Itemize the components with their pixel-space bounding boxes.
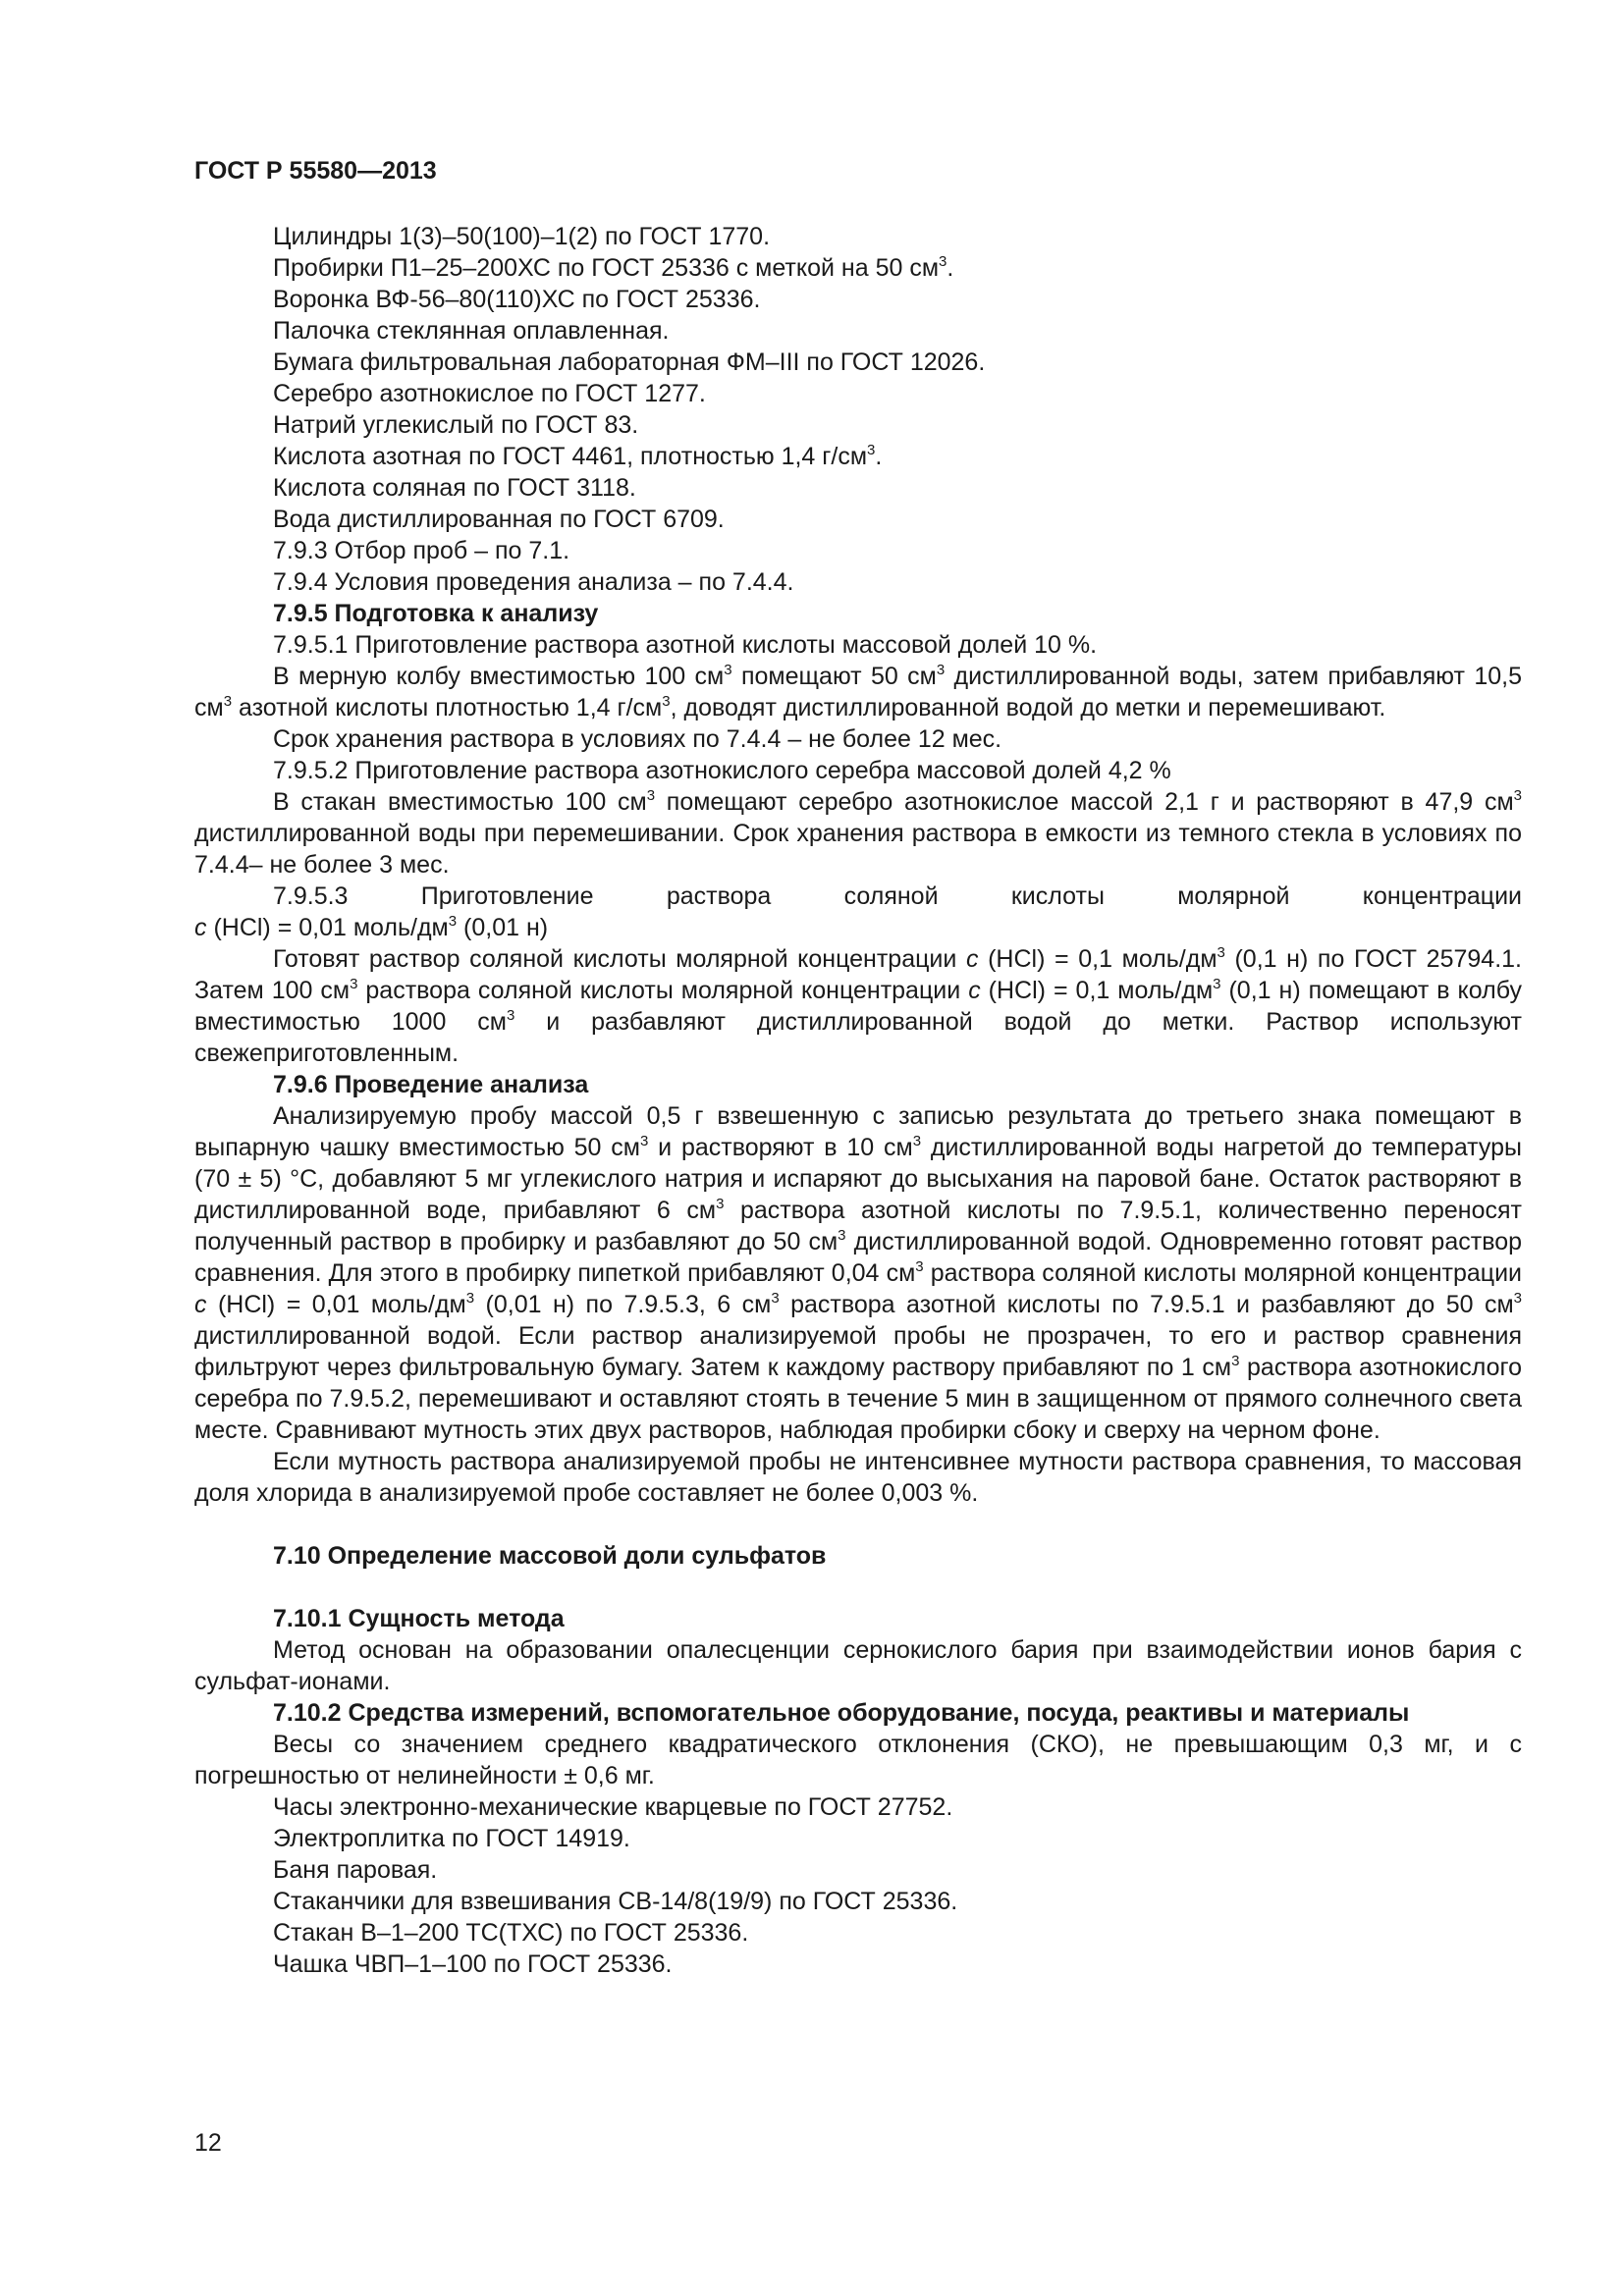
paragraph: Готовят раствор соляной кислоты молярной концентрации c (HCl) = 0,1 моль/$дм^3$ (0,1 н) по ГОСТ 25794.1. Затем 100 $см^3$ раствора соляной кислоты молярной концентрации c (HCl) = 0,1 моль/$дм^3$ (0,1 н) помещают в колбу вместимостью 1000 $см^3$ и разбавляют дистиллированной водой до метки. Раствор используют свежеприготовленным.	[194, 944, 1522, 1067]
list-item: Кислота соляная по ГОСТ 3118.	[273, 474, 636, 502]
list-item: Цилиндры 1(3)–50(100)–1(2) по ГОСТ 1770.	[273, 223, 771, 250]
list-item: Серебро азотнокислое по ГОСТ 1277.	[273, 380, 706, 407]
section-heading-7-9-5: 7.9.5 Подготовка к анализу	[273, 600, 599, 627]
clause-7-9-5-3: 7.9.5.3 Приготовление раствора соляной кислоты молярной концентрации	[273, 882, 1522, 910]
section-heading-7-9-6: 7.9.6 Проведение анализа	[273, 1071, 589, 1098]
list-item: Бумага фильтровальная лабораторная ФМ–III по ГОСТ 12026.	[273, 348, 986, 376]
list-item: Натрий углекислый по ГОСТ 83.	[273, 411, 639, 439]
paragraph: c (HCl) = 0,01 моль/$дм^3$ (0,01 н)	[194, 913, 549, 941]
list-item: Пробирки П1–25–200ХС по ГОСТ 25336 с меткой на 50 $см^3$.	[273, 253, 954, 282]
paragraph: Метод основан на образовании опалесценции сернокислого бария при взаимодействии ионов бария с сульфат-ионами.	[194, 1636, 1522, 1695]
clause-7-9-5-1: 7.9.5.1 Приготовление раствора азотной кислоты массовой долей 10 %.	[273, 631, 1098, 659]
list-item: Часы электронно-механические кварцевые по ГОСТ 27752.	[273, 1793, 953, 1821]
paragraph: В мерную колбу вместимостью 100 $см^3$ помещают 50 $см^3$ дистиллированной воды, затем прибавляют 10,5 $см^3$ азотной кислоты плотностью 1,4 $г/см^3$, доводят дистиллированной водой до метки и перемешивают.	[194, 662, 1522, 721]
section-heading-7-10-1: 7.10.1 Сущность метода	[273, 1605, 565, 1632]
document-body	[194, 221, 1522, 1980]
section-heading-7-10-2: 7.10.2 Средства измерений, вспомогательное оборудование, посуда, реактивы и материалы	[273, 1699, 1410, 1727]
list-item: Воронка ВФ-56–80(110)ХС по ГОСТ 25336.	[273, 286, 761, 313]
paragraph: В стакан вместимостью 100 $см^3$ помещают серебро азотнокислое массой 2,1 г и растворяют в 47,9 $см^3$ дистиллированной воды при перемешивании. Срок хранения раствора в емкости из темного стекла в условиях по 7.4.4– не более 3 мес.	[194, 787, 1522, 879]
section-heading-7-10: 7.10 Определение массовой доли сульфатов	[273, 1542, 827, 1570]
paragraph: Весы со значением среднего квадратического отклонения (СКО), не превышающим 0,3 мг, и с погрешностью от нелинейности ± 0,6 мг.	[194, 1731, 1522, 1789]
list-item: Вода дистиллированная по ГОСТ 6709.	[273, 506, 725, 533]
paragraph: Анализируемую пробу массой 0,5 г взвешенную с записью результата до третьего знака помещают в выпарную чашку вместимостью 50 $см^3$ и растворяют в 10 $см^3$ дистиллированной воды нагретой до температуры (70 ± 5) °С, добавляют 5 мг углекислого натрия и испаряют до высыхания на паровой бане. Остаток растворяют в дистиллированной воде, прибавляют 6 $см^3$ раствора азотной кислоты по 7.9.5.1, количественно переносят полученный раствор в пробирку и разбавляют до 50 $см^3$ дистиллированной водой. Одновременно готовят раствор сравнения. Для этого в пробирку пипеткой прибавляют 0,04 $см^3$ раствора соляной кислоты молярной концентрации c (HCl) = 0,01 моль/$дм^3$ (0,01 н) по 7.9.5.3, 6 $см^3$ раствора азотной кислоты по 7.9.5.1 и разбавляют до 50 $см^3$ дистиллированной водой. Если раствор анализируемой пробы не прозрачен, то его и раствор сравнения фильтруют через фильтровальную бумагу. Затем к каждому раствору прибавляют по 1 $см^3$ раствора азотнокислого серебра по 7.9.5.2, перемешивают и оставляют стоять в течение 5 мин в защищенном от прямого солнечного света месте. Сравнивают мутность этих двух растворов, наблюдая пробирки сбоку и сверху на черном фоне.	[194, 1102, 1523, 1444]
page-number: 12	[194, 2129, 222, 2157]
clause-7-9-3: 7.9.3 Отбор проб – по 7.1.	[273, 537, 570, 564]
clause-7-9-5-2: 7.9.5.2 Приготовление раствора азотнокислого серебра массовой долей 4,2 %	[273, 757, 1171, 784]
list-item: Палочка стеклянная оплавленная.	[273, 317, 670, 345]
paragraph: Срок хранения раствора в условиях по 7.4.4 – не более 12 мес.	[273, 725, 1002, 753]
paragraph: Если мутность раствора анализируемой пробы не интенсивнее мутности раствора сравнения, то массовая доля хлорида в анализируемой пробе составляет не более 0,003 %.	[194, 1448, 1522, 1507]
list-item: Стакан В–1–200 ТС(ТХС) по ГОСТ 25336.	[273, 1919, 749, 1947]
list-item: Чашка ЧВП–1–100 по ГОСТ 25336.	[273, 1950, 673, 1978]
list-item: Кислота азотная по ГОСТ 4461, плотностью 1,4 $г/см^3$.	[273, 442, 883, 470]
list-item: Баня паровая.	[273, 1856, 438, 1884]
list-item: Стаканчики для взвешивания СВ-14/8(19/9) по ГОСТ 25336.	[273, 1888, 958, 1915]
list-item: Электроплитка по ГОСТ 14919.	[273, 1825, 630, 1852]
clause-7-9-4: 7.9.4 Условия проведения анализа – по 7.4.4.	[273, 568, 794, 596]
page-header-doc-id: ГОСТ Р 55580—2013	[194, 157, 437, 185]
